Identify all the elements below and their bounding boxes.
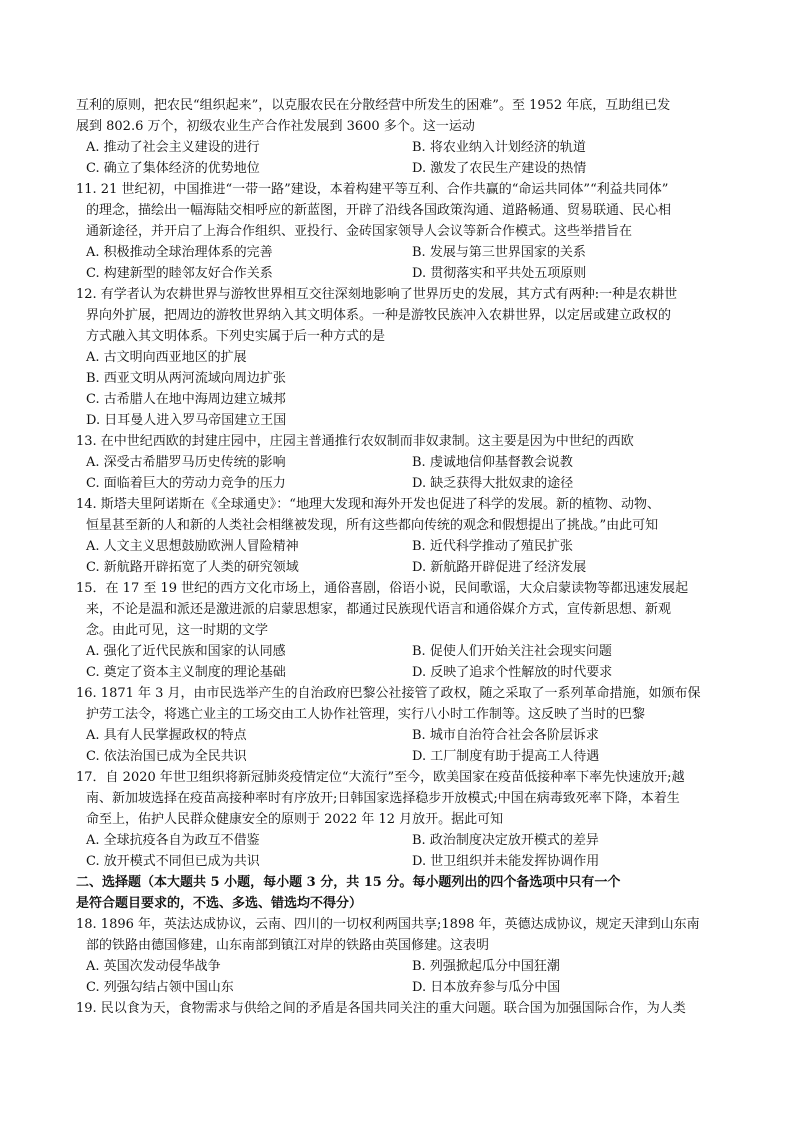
question-15-option-b: B. 促使人们开始关注社会现实问题 [412,644,612,659]
question-18-option-a: A. 英国次发动侵华战争 [86,959,221,974]
question-11-option-c: C. 构建新型的睦邻友好合作关系 [86,266,273,281]
question-17-option-a: A. 全球抗疫各自为政互不借鉴 [86,833,260,848]
question-14-option-c: C. 新航路开辟拓宽了人类的研究领域 [86,560,299,575]
question-16-option-d: D. 工厂制度有助于提高工人待遇 [412,749,600,764]
question-16-option-c: C. 依法治国已成为全民共识 [86,749,247,764]
question-11-option-b: B. 发展与第三世界国家的关系 [412,245,586,260]
section-2-heading: 二、选择题（本大题共 5 小题，每小题 3 分，共 15 分。每小题列出的四个备选项中只有一个 [76,875,621,890]
question-15-option-c: C. 奠定了资本主义制度的理论基础 [86,665,286,680]
question-17-text: 南、新加坡选择在疫苗高接种率时有序放开;日韩国家选择稳步开放模式;中国在病毒致死率下降，本着生 [86,791,680,806]
question-13-option-c: C. 面临着巨大的劳动力竞争的压力 [86,476,286,491]
question-10-text: 互利的原则，把农民“组织起来”，以克服农民在分散经营中所发生的困难”。至 1952 年底，互助组已发 [76,98,671,113]
question-11-text: 11. 21 世纪初，中国推进“一带一路”建设，本着构建平等互利、合作共赢的“命运共同体”“利益共同体” [76,182,669,197]
question-14-option-a: A. 人文主义思想鼓励欧洲人冒险精神 [86,539,299,554]
question-18-option-d: D. 日本放弃参与瓜分中国 [412,980,561,995]
question-12-option-b: B. 西亚文明从两河流域向周边扩张 [86,371,286,386]
question-15-text: 来，不论是温和派还是激进派的启蒙思想家，都通过民族现代语言和通俗媒介方式，宣传新思想、新观 [86,602,672,617]
question-13-option-d: D. 缺乏获得大批奴隶的途径 [412,476,574,491]
question-13-text: 13. 在中世纪西欧的封建庄园中，庄园主普通推行农奴制而非奴隶制。这主要是因为中世纪的西欧 [76,434,634,449]
question-10-option-b: B. 将农业纳入计划经济的轨道 [412,140,586,155]
question-12-option-c: C. 古希腊人在地中海周边建立城邦 [86,392,286,407]
question-10-text: 展到 802.6 万个，初级农业生产合作社发展到 3600 多个。这一运动 [76,119,475,134]
question-12-text: 12. 有学者认为农耕世界与游牧世界相互交往深刻地影响了世界历史的发展，其方式有两种:一种是农耕世 [76,287,678,302]
question-13-option-a: A. 深受古希腊罗马历史传统的影响 [86,455,286,470]
question-17-option-c: C. 放开模式不同但已成为共识 [86,854,260,869]
question-11-text: 的理念，描绘出一幅海陆交相呼应的新蓝图，开辟了沿线各国政策沟通、道路畅通、贸易联通、民心相 [86,203,672,218]
question-18-text: 18. 1896 年，英法达成协议，云南、四川的一切权利两国共享;1898 年，英德达成协议，规定天津到山东南 [76,917,700,932]
question-12-option-d: D. 日耳曼人进入罗马帝国建立王国 [86,413,287,428]
question-14-text: 恒星甚至新的人和新的人类社会相继被发现，所有这些都向传统的观念和假想提出了挑战。”由此可知 [86,518,659,533]
question-17-text: 17．自 2020 年世卫组织将新冠肺炎疫情定位“大流行”至今，欧美国家在疫苗低接种率下率先快速放开;越 [76,770,685,785]
question-16-option-a: A. 具有人民掌握政权的特点 [86,728,247,743]
question-16-option-b: B. 城市自治符合社会各阶层诉求 [412,728,599,743]
question-11-text: 通新途径，并开启了上海合作组织、亚投行、金砖国家领导人会议等新合作模式。这些举措旨在 [86,224,633,239]
question-12-option-a: A. 古文明向西亚地区的扩展 [86,350,247,365]
question-10-option-c: C. 确立了集体经济的优势地位 [86,161,260,176]
question-18-text: 部的铁路由德国修建，山东南部到镇江对岸的铁路由英国修建。这表明 [86,938,490,953]
question-11-option-d: D. 贯彻落实和平共处五项原则 [412,266,587,281]
question-10-option-a: A. 推动了社会主义建设的进行 [86,140,260,155]
question-16-text: 护劳工法令，将逃亡业主的工场交由工人协作社管理，实行八小时工作制等。这反映了当时的巴黎 [86,707,646,722]
question-14-text: 14. 斯塔夫里阿诺斯在《全球通史》：“地理大发现和海外开发也促进了科学的发展。新的植物、动物、 [76,497,660,512]
question-15-text: 念。由此可见，这一时期的文学 [86,623,269,638]
question-15-option-d: D. 反映了追求个性解放的时代要求 [412,665,613,680]
question-11-option-a: A. 积极推动全球治理体系的完善 [86,245,273,260]
question-15-text: 15．在 17 至 19 世纪的西方文化市场上，通俗喜剧，俗语小说，民间歌谣，大众启蒙读物等都迅速发展起 [76,581,689,596]
question-18-option-c: C. 列强勾结占领中国山东 [86,980,234,995]
question-12-text: 方式融入其文明体系。下列史实属于后一种方式的是 [86,329,386,344]
question-14-option-d: D. 新航路开辟促进了经济发展 [412,560,587,575]
section-2-heading: 是符合题目要求的，不选、多选、错选均不得分） [76,896,363,911]
question-14-option-b: B. 近代科学推动了殖民扩张 [412,539,573,554]
question-12-text: 界向外扩展，把周边的游牧世界纳入其文明体系。一种是游牧民族冲入农耕世界，以定居或建立政权的 [86,308,672,323]
question-17-option-d: D. 世卫组织并未能发挥协调作用 [412,854,600,869]
question-18-option-b: B. 列强掀起瓜分中国狂潮 [412,959,560,974]
question-16-text: 16. 1871 年 3 月，由市民选举产生的自治政府巴黎公社接管了政权，随之采取了一系列革命措施，如颁布保 [76,686,701,701]
question-15-option-a: A. 强化了近代民族和国家的认同感 [86,644,286,659]
question-10-option-d: D. 激发了农民生产建设的热情 [412,161,587,176]
question-19-text: 19. 民以食为天，食物需求与供给之间的矛盾是各国共同关注的重大问题。联合国为加强国际合作，为人类 [76,1001,686,1016]
question-17-option-b: B. 政治制度决定放开模式的差异 [412,833,599,848]
question-17-text: 命至上，佑护人民群众健康安全的原则于 2022 年 12 月放开。据此可知 [86,812,504,827]
question-13-option-b: B. 虔诚地信仰基督教会说教 [412,455,573,470]
